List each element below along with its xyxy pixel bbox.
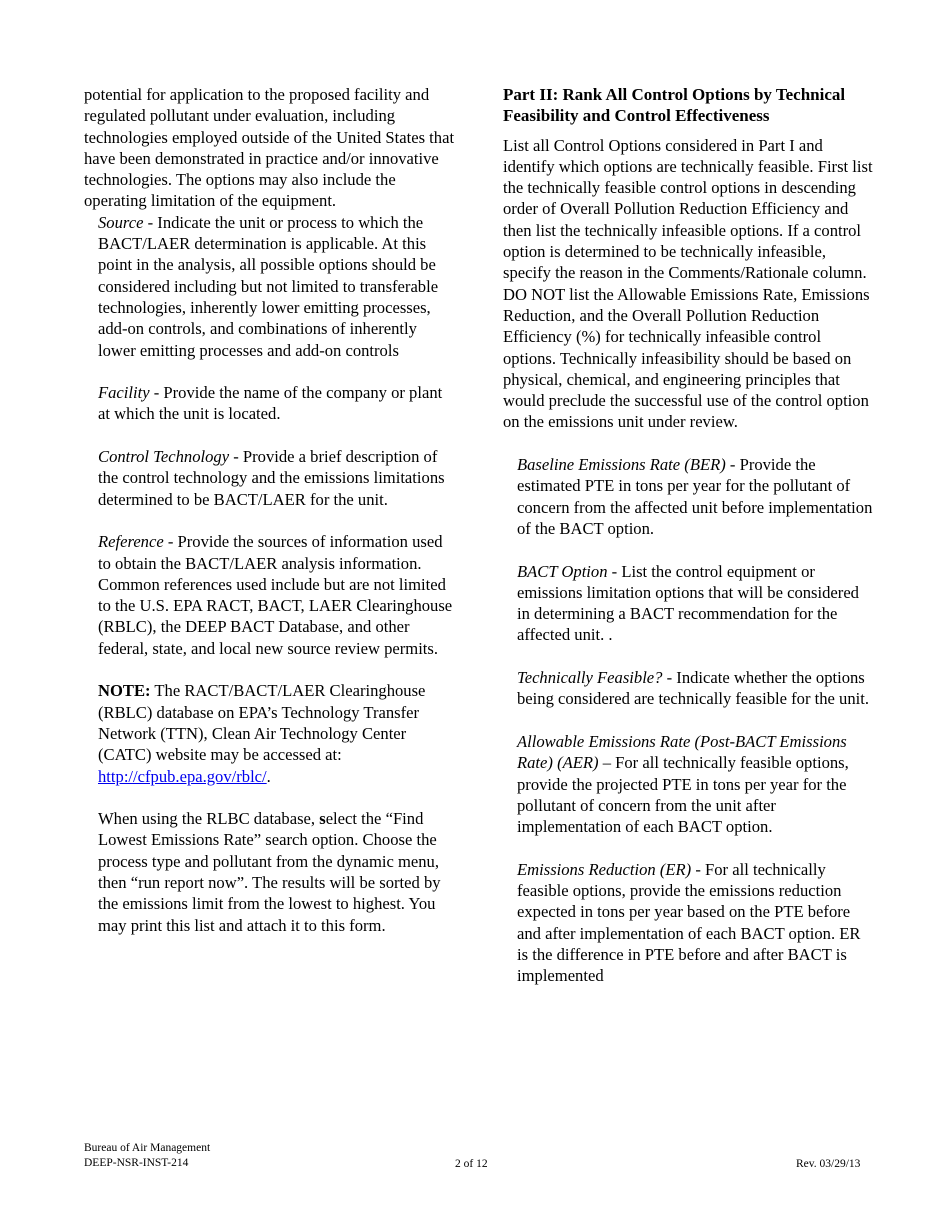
facility-text: - Provide the name of the company or plant at which the unit is located. [98,383,443,424]
intro-paragraph: potential for application to the proposed facility and regulated pollutant under evaluation, including technologies employed outside of the United States that have been demonstrated in practice and/or innovative technologies. The options may also include the operating limitation of the equipment. [84,85,455,211]
rlbc-text-end: elect the “Find Lowest Emissions Rate” search option. Choose the process type and pollutant from the dynamic menu, then “run report now”. The results will be sorted by the emissions limit from the lowest to highest. You may print this list and attach it to this form. [98,809,441,935]
bact-option-definition [517,561,873,646]
ber-term: Baseline Emissions Rate (BER) [517,455,726,475]
note-after-link: . [266,766,271,786]
technically-feasible-text: - Indicate whether the options being considered are technically feasible for the unit. [517,668,870,709]
ber-definition [517,454,873,539]
part-ii-intro: List all Control Options considered in Part I and identify which options are technically feasible. First list the technically feasible control options in descending order of Overall Pollution Reduction Efficiency and then list the technically infeasible options. If a control option is determined to be technically infeasible, specify the reason in the Comments/Rationale column. DO NOT list the Allowable Emissions Rate, Emissions Reduction, and the Overall Pollution Reduction Efficiency (%) for technically infeasible control options. Technically infeasibility should be based on physical, chemical, and engineering principles that would preclude the successful use of the control option on the emissions unit under review. [503,135,873,432]
technically-feasible-definition [517,667,873,710]
rlbc-bold-char: s [319,809,326,829]
technically-feasible-term: Technically Feasible? [517,668,663,688]
reference-text: - Provide the sources of information used to obtain the BACT/LAER analysis information. Common references used include but are not limited to the U.S. EPA RACT, BACT, LAER Clearinghouse (RBLC), the DEEP BACT Database, and other federal, state, and local new source review permits. [98,532,453,658]
er-term: Emissions Reduction (ER) [517,859,692,879]
part-ii-heading: Part II: Rank All Control Options by Technical Feasibility and Control Effectiveness [503,85,846,126]
note-label: NOTE: [98,681,151,701]
reference-definition [98,531,456,659]
facility-definition [98,382,456,425]
source-definition [98,212,456,361]
er-text: - For all technically feasible options, provide the emissions reduction expected in tons per year based on the PTE before and after implementation of each BACT option. ER is the difference in PTE before and after BACT is implemented [517,859,861,986]
right-column [503,84,873,986]
footer-page-number: 2 of 12 [455,1158,488,1170]
rlbc-text-start: When using the RLBC database, [98,809,320,829]
aer-text: – For all technically feasible options, provide the projected PTE in tons per year for the pollutant of concern from the unit after implementation of each BACT option. [517,753,849,837]
aer-term: Allowable Emissions Rate (Post-BACT Emissions Rate) (AER) [517,731,847,773]
note-paragraph [98,680,456,786]
footer-left [84,1141,210,1171]
control-technology-definition [98,446,456,510]
rlbc-instructions [98,808,456,936]
rblc-link[interactable]: http://cfpub.epa.gov/rblc/ [98,766,267,786]
footer-revision: Rev. 03/29/13 [796,1158,861,1170]
control-technology-term: Control Technology [98,447,230,467]
footer-bureau: Bureau of Air Management [84,1142,211,1154]
control-technology-text: - Provide a brief description of the control technology and the emissions limitations determined to be BACT/LAER for the unit. [98,447,445,509]
source-term: Source [98,212,144,232]
footer-doc-id: DEEP-NSR-INST-214 [84,1157,189,1169]
reference-term: Reference [98,532,164,552]
left-column [84,84,456,936]
er-definition [517,859,873,987]
ber-text: - Provide the estimated PTE in tons per year for the pollutant of concern from the affected unit before implementation of the BACT option. [517,455,873,538]
bact-option-text: - List the control equipment or emissions limitation options that will be considered in determining a BACT recommendation for the affected unit. . [517,561,859,645]
aer-definition [517,731,873,837]
facility-term: Facility [98,383,150,403]
bact-option-term: BACT Option [517,561,608,581]
note-text: The RACT/BACT/LAER Clearinghouse (RBLC) database on EPA’s Technology Transfer Network (TTN), Clean Air Technology Center (CATC) website may be accessed at: [98,681,426,765]
source-text: - Indicate the unit or process to which the BACT/LAER determination is applicable. At this point in the analysis, all possible options should be considered including but not limited to transferable technologies, inherently lower emitting processes, add-on controls, and combinations of inherently lower emitting processes and add-on controls [98,212,439,360]
